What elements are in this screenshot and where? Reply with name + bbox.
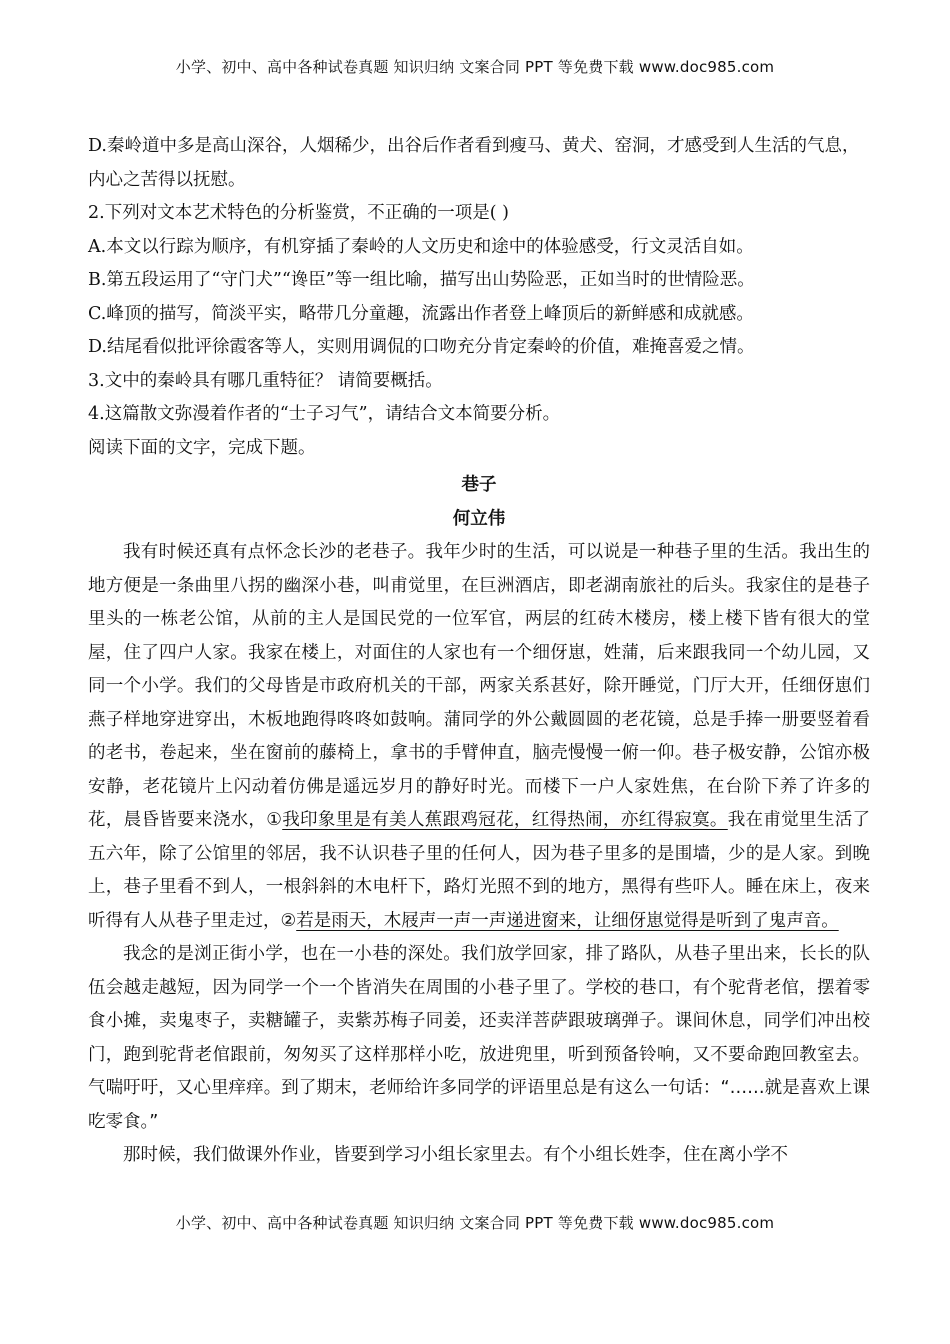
article-paragraph [88,536,870,938]
question-line: 3.文中的秦岭具有哪几重特征？ 请简要概括。 [88,370,443,391]
page-footer: 小学、初中、高中各种试卷真题 知识归纳 文案合同 PPT 等免费下载 www.doc985.com [175,1214,775,1232]
article-paragraph: 我念的是浏正街小学，也在一小巷的深处。我们放学回家，排了路队，从巷子里出来，长长的队伍会越走越短，因为同学一个一个皆消失在周围的小巷子里了。学校的巷口，有个驼背老倌，摆着零食小摊，卖鬼枣子，卖糖罐子，卖紫苏梅子同姜，还卖洋菩萨跟玻璃弹子。课间休息，同学们冲出校门，跑到驼背老倌跟前，匆匆买了这样那样小吃，放进兜里，听到预备铃响，又不要命跑回教室去。气喘吁吁，又心里痒痒。到了期末，老师给许多同学的评语里总是有这么一句话：“……就是喜欢上课吃零食。” [88,944,870,1132]
article-body [88,536,870,1173]
paragraph-text: 我在甫觉里生活了五六年，除了公馆里的邻居，我不认识巷子里的任何人，因为巷子里多的是围墙，少的是人家。到晚上，巷子里看不到人，一根斜斜的木电杆下，路灯光照不到的地方，黑得有些吓人。睡在床上，夜来听得有人从巷子里走过， [88,810,871,931]
underlined-sentence-2: 若是雨天，木屐声一声一声递进窗来，让细伢崽觉得是听到了鬼声音。 [296,910,839,931]
question-line: D.秦岭道中多是高山深谷，人烟稀少，出谷后作者看到瘦马、黄犬、窑洞，才感受到人生活的气息，内心之苦得以抚慰。 [88,136,860,190]
article-paragraph: 那时候，我们做课外作业，皆要到学习小组长家里去。有个小组长姓李，住在离小学不 [123,1145,788,1165]
question-line: B.第五段运用了“守门犬”“谗臣”等一组比喻，描写出山势险恶，正如当时的世情险恶。 [88,270,755,290]
document-body [88,130,870,1173]
question-line: D.结尾看似批评徐霞客等人，实则用调侃的口吻充分肯定秦岭的价值，难掩喜爱之情。 [88,337,755,357]
marker-2: ② [280,910,297,931]
paragraph-text: 我有时候还真有点怀念长沙的老巷子。我年少时的生活，可以说是一种巷子里的生活。我出生的地方便是一条曲里八拐的幽深小巷，叫甫觉里，在巨洲酒店，即老湖南旅社的后头。我家住的是巷子里头的一栋老公馆，从前的主人是国民党的一位军官，两层的红砖木楼房，楼上楼下皆有很大的堂屋，住了四户人家。我家在楼上，对面住的人家也有一个细伢崽，姓蒲，后来跟我同一个幼儿园，又同一个小学。我们的父母皆是市政府机关的干部，两家关系甚好，除开睡觉，门厅大开，任细伢崽们燕子样地穿进穿出，木板地跑得咚咚如鼓响。蒲同学的外公戴圆圆的老花镜，总是手捧一册要竖着看的老书，卷起来，坐在窗前的藤椅上，拿书的手臂伸直，脑壳慢慢一俯一仰。巷子极安静，公馆亦极安静，老花镜片上闪动着仿佛是遥远岁月的静好时光。而楼下一户人家姓焦，在台阶下养了许多的花，晨昏皆要来浇水， [88,542,870,830]
question-line: 阅读下面的文字，完成下题。 [88,437,316,458]
question-line: 2.下列对文本艺术特色的分析鉴赏，不正确的一项是( ) [88,203,509,223]
question-line: C.峰顶的描写，简淡平实，略带几分童趣，流露出作者登上峰顶后的新鲜感和成就感。 [88,303,754,324]
marker-1: ① [266,810,283,830]
question-line: A.本文以行踪为顺序，有机穿插了秦岭的人文历史和途中的体验感受，行文灵活自如。 [88,236,754,257]
article-author: 何立伟 [452,508,506,529]
underlined-sentence-1: 我印象里是有美人蕉跟鸡冠花，红得热闹，亦红得寂寞。 [282,810,728,830]
question-line: 4.这篇散文弥漫着作者的“士子习气”，请结合文本简要分析。 [88,404,561,424]
page-header: 小学、初中、高中各种试卷真题 知识归纳 文案合同 PPT 等免费下载 www.doc985.com [175,58,775,76]
article-title: 巷子 [461,475,497,495]
